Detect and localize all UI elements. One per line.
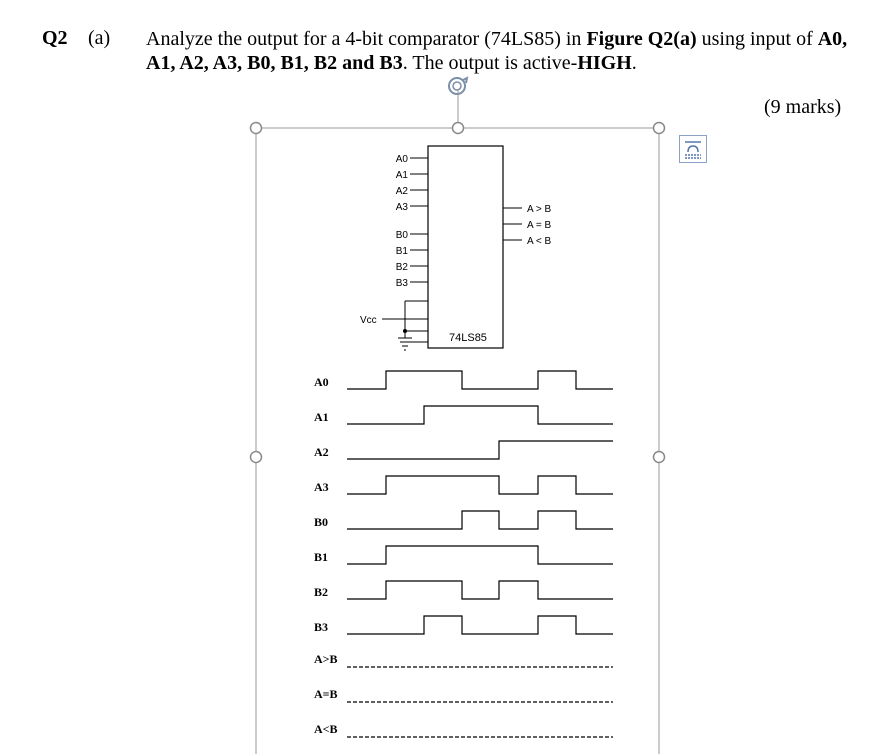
input-list: A0, A1, A2, A3, B0, B1, B2 and B3 — [146, 28, 848, 74]
pin-label-a2: A2 — [395, 186, 408, 197]
signal-label-b2: B2 — [314, 585, 329, 599]
timing-diagram — [314, 371, 613, 737]
signal-label-a2: A2 — [314, 445, 329, 459]
chip-body — [428, 146, 503, 348]
output-label-2: A<B — [314, 722, 338, 736]
handle-top-middle — [453, 123, 464, 134]
waveform-a0 — [347, 371, 613, 389]
figure-reference: Figure Q2(a) — [586, 28, 697, 50]
waveform-a1 — [347, 406, 613, 424]
signal-label-a1: A1 — [314, 410, 329, 424]
output-pin-label-2: A < B — [527, 236, 552, 247]
question-part: (a) — [88, 27, 111, 49]
waveform-a3 — [347, 476, 613, 494]
ground-icon — [398, 338, 412, 350]
pin-label-a0: A0 — [395, 154, 408, 165]
signal-label-b0: B0 — [314, 515, 329, 529]
waveform-b1 — [347, 546, 613, 564]
question-number: Q2 — [42, 27, 68, 49]
pin-label-b2: B2 — [395, 262, 408, 273]
signal-label-b3: B3 — [314, 620, 329, 634]
output-label-1: A=B — [314, 687, 338, 701]
handle-middle-left — [251, 452, 262, 463]
comparator-chip — [360, 146, 552, 350]
signal-label-b1: B1 — [314, 550, 329, 564]
active-level: HIGH — [577, 52, 632, 74]
question-text-3: . The output is active- — [402, 52, 578, 74]
signal-label-a0: A0 — [314, 375, 329, 389]
pin-label-b0: B0 — [395, 230, 408, 241]
handle-top-left — [251, 123, 262, 134]
waveform-b3 — [347, 616, 613, 634]
output-label-0: A>B — [314, 652, 338, 666]
vcc-label: Vcc — [360, 315, 377, 326]
pin-label-a1: A1 — [395, 170, 408, 181]
pin-label-a3: A3 — [395, 202, 408, 213]
chip-name: 74LS85 — [449, 332, 487, 344]
question-text-1: Analyze the output for a 4-bit comparator (74LS85) in — [146, 28, 587, 50]
question-text-4: . — [631, 52, 637, 74]
output-pin-label-1: A = B — [527, 220, 552, 231]
waveform-b0 — [347, 511, 613, 529]
signal-label-a3: A3 — [314, 480, 329, 494]
pin-label-b3: B3 — [395, 278, 408, 289]
handle-middle-right — [654, 452, 665, 463]
pin-label-b1: B1 — [395, 246, 408, 257]
marks-label: (9 marks) — [764, 96, 842, 118]
waveform-a2 — [347, 441, 613, 459]
output-pin-label-0: A > B — [527, 204, 552, 215]
waveform-b2 — [347, 581, 613, 599]
handle-top-right — [654, 123, 665, 134]
question-text-2: using input of — [696, 28, 818, 50]
